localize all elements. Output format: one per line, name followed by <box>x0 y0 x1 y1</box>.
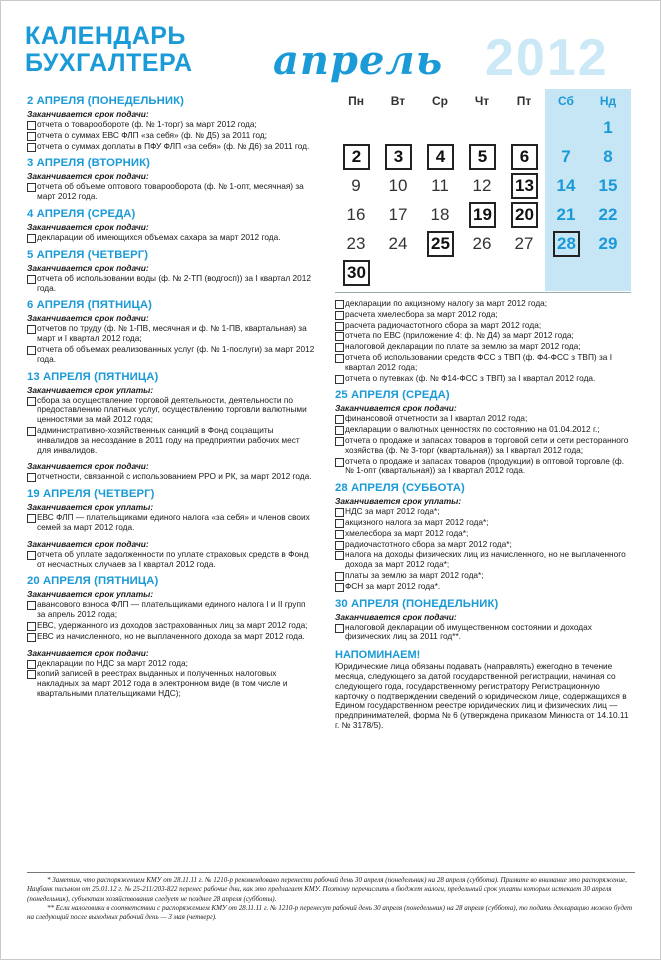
group-gap <box>27 642 315 647</box>
deadline-item: отчета об уплате задолженности по уплате страховых средств в Фонд от несчастных случаев за I квартал 2012 года. <box>27 550 315 570</box>
deadline-section-label: Заканчивается срок подачи: <box>27 109 149 119</box>
deadline-item: налоговой декларации об имущественном состоянии и доходах физических лиц за 2011 год**. <box>335 623 631 643</box>
title-line-2: БУХГАЛТЕРА <box>25 49 193 77</box>
deadline-item: платы за землю за март 2012 года*; <box>335 571 631 581</box>
deadline-section-label: Заканчивается срок уплаты: <box>27 502 154 513</box>
calendar-day: 12 <box>472 176 492 195</box>
calendar-day: 24 <box>388 234 408 253</box>
deadline-date: 13 АПРЕЛЯ (ПЯТНИЦА) <box>27 370 159 383</box>
calendar-day: 17 <box>388 205 408 224</box>
calendar-day: 2 <box>343 144 370 170</box>
calendar-day: 18 <box>430 205 450 224</box>
deadline-section-label: Заканчивается срок уплаты: <box>27 589 154 600</box>
deadline-item: налога на доходы физических лиц из начисленного, но не выплаченного дохода за март 2012 года*; <box>335 550 631 570</box>
deadline-section-label: Заканчивается срок подачи: <box>27 262 149 273</box>
weekday-header: Вт <box>390 94 406 108</box>
deadline-section-label: Заканчивается срок подачи: <box>27 171 149 182</box>
left-column <box>27 95 315 699</box>
calendar-day: 20 <box>511 202 538 228</box>
calendar-day: 27 <box>514 234 534 253</box>
deadline-section-label: Заканчивается срок уплаты: <box>27 384 154 395</box>
month-calendar-grid <box>335 89 631 291</box>
calendar-day: 19 <box>469 202 496 228</box>
calendar-day: 1 <box>603 118 613 137</box>
calendar-day: 26 <box>472 234 492 253</box>
deadline-item: отчета о продаже и запасах товаров в торговой сети и сети ресторанного хозяйства (ф. № 3-торг (квартальная)) за I квартал 2012 года; <box>335 436 631 456</box>
calendar-day: 10 <box>388 176 408 195</box>
deadline-item: отчетности, связанной с использованием РРО и РК, за март 2012 года. <box>27 472 315 482</box>
calendar-day: 6 <box>511 144 538 170</box>
deadline-item: отчетов по труду (ф. № 1-ПВ, месячная и ф. № 1-ПВ, квартальная) за март и I квартал 2012 года; <box>27 324 315 344</box>
deadline-date: 5 АПРЕЛЯ (ЧЕТВЕРГ) <box>27 248 149 261</box>
deadline-section-label: Заканчивается срок подачи: <box>335 611 457 622</box>
deadline-section-label: Заканчивается срок подачи: <box>27 313 149 324</box>
calendar-day: 5 <box>469 144 496 170</box>
deadline-item: декларации по НДС за март 2012 года; <box>27 659 315 669</box>
group-gap <box>27 533 315 538</box>
deadline-item: расчета хмелесбора за март 2012 года; <box>335 310 631 320</box>
deadline-item: радиочастотного сбора за март 2012 года*; <box>335 540 631 550</box>
deadline-item: ЕВС ФЛП — плательщиками единого налога «за себя» и членов своих семей за март 2012 года. <box>27 513 315 533</box>
calendar-divider <box>335 292 631 293</box>
reminder-text: Юридические лица обязаны подавать (направлять) ежегодно в течение месяца, следующего за датой государственной регистрации, начиная со следующего года, государственному регистратору Регистрационную карточку о подтверждении сведений о юридическом лице, содержащихся в Едином государственном реестре юридических лиц и физических лиц — предпринимателей, форма № 6 (утверждена приказом Минюста от 14.10.11 г. № 3178/5). <box>335 661 629 730</box>
deadline-date: 25 АПРЕЛЯ (СРЕДА) <box>335 389 450 402</box>
calendar-day: 13 <box>511 173 538 199</box>
deadline-item: отчета по ЕВС (приложение 4: ф. № Д4) за март 2012 года; <box>335 331 631 341</box>
calendar-day: 3 <box>385 144 412 170</box>
calendar-day: 23 <box>346 234 366 253</box>
deadline-item: НДС за март 2012 года*; <box>335 507 631 517</box>
deadline-section-label: Заканчивается срок подачи: <box>27 538 149 549</box>
deadline-item: административно-хозяйственных санкций в Фонд соцзащиты инвалидов за несоздание в 2011 году на предприятии рабочих мест для инвалидов. <box>27 426 315 455</box>
deadline-item: отчета об объемах реализованных услуг (ф. № 1-послуги) за март 2012 года. <box>27 345 315 365</box>
weekday-header: Сб <box>558 94 574 108</box>
footnotes <box>27 872 635 922</box>
deadline-item: ЕВС из начисленного, но не выплаченного дохода за март 2012 года. <box>27 632 315 642</box>
year-title: 2012 <box>485 29 609 87</box>
deadline-item: ЕВС, удержанного из доходов застрахованных лиц за март 2012 года; <box>27 621 315 631</box>
weekday-header: Пт <box>516 94 532 108</box>
deadline-item: отчета о продаже и запасах товаров (продукции) в оптовой торговле (ф. № 1-опт (квартальная)) за I квартал 2012 года. <box>335 457 631 477</box>
deadline-date: 28 АПРЕЛЯ (СУББОТА) <box>335 482 465 495</box>
deadline-item: отчета об использовании воды (ф. № 2-ТП (водгосп)) за I квартал 2012 года. <box>27 274 315 294</box>
calendar-day: 25 <box>427 231 454 257</box>
deadline-item: отчета о путевках (ф. № Ф14-ФСС з ТВП) за I квартал 2012 года. <box>335 374 631 384</box>
calendar-day: 9 <box>351 176 361 195</box>
weekday-header: Нд <box>599 94 617 108</box>
deadline-item: финансовой отчетности за I квартал 2012 года; <box>335 414 631 424</box>
deadline-section-label: Заканчивается срок подачи: <box>27 647 149 658</box>
deadline-date: 30 АПРЕЛЯ (ПОНЕДЕЛЬНИК) <box>335 597 499 610</box>
calendar-day: 11 <box>431 176 449 195</box>
calendar-day: 21 <box>556 205 576 224</box>
deadline-item: декларации о валютных ценностях по состоянию на 01.04.2012 г.; <box>335 425 631 435</box>
deadline-item: копий записей в реестрах выданных и полученных налоговых накладных за март 2012 года в электронном виде (в том числе и квартальными плательщиками НДС); <box>27 669 315 698</box>
deadline-section-label: Заканчивается срок подачи: <box>27 461 149 472</box>
weekday-header: Ср <box>432 94 448 108</box>
continuation-list <box>335 299 631 383</box>
deadline-date: 3 АПРЕЛЯ (ВТОРНИК) <box>27 157 150 170</box>
deadline-section-label: Заканчивается срок подачи: <box>27 221 149 232</box>
group-gap <box>27 455 315 460</box>
deadline-date: 4 АПРЕЛЯ (СРЕДА) <box>27 207 136 220</box>
page-title <box>25 23 193 77</box>
deadline-item: хмелесбора за март 2012 года*; <box>335 529 631 539</box>
deadline-item: ФСН за март 2012 года*. <box>335 582 631 592</box>
deadline-item: акцизного налога за март 2012 года*; <box>335 518 631 528</box>
deadline-date: 2 АПРЕЛЯ (ПОНЕДЕЛЬНИК) <box>27 95 184 107</box>
deadline-section-label: Заканчивается срок подачи: <box>335 403 457 414</box>
calendar-day: 15 <box>598 176 618 195</box>
calendar-day: 8 <box>603 147 613 166</box>
month-title: апрель <box>273 37 444 84</box>
calendar-day: 28 <box>553 231 580 257</box>
right-deadline-blocks <box>335 389 631 642</box>
calendar-day: 7 <box>561 147 571 166</box>
deadline-item: расчета радиочастотного сбора за март 2012 года; <box>335 321 631 331</box>
calendar-day: 22 <box>598 205 618 224</box>
deadline-date: 20 АПРЕЛЯ (ПЯТНИЦА) <box>27 575 159 588</box>
calendar-day: 4 <box>427 144 454 170</box>
deadline-item: декларации по акцизному налогу за март 2012 года; <box>335 299 631 309</box>
deadline-date: 19 АПРЕЛЯ (ЧЕТВЕРГ) <box>27 488 155 501</box>
deadline-section-label: Заканчивается срок уплаты: <box>335 496 462 507</box>
deadline-item: налоговой декларации по плате за землю за март 2012 года; <box>335 342 631 352</box>
deadline-item: отчета об объеме оптового товарооборота (ф. № 1-опт, месячная) за март 2012 года. <box>27 182 315 202</box>
calendar-day: 14 <box>556 176 576 195</box>
deadline-date: 6 АПРЕЛЯ (ПЯТНИЦА) <box>27 299 152 312</box>
deadline-item: отчета о суммах ЕВС ФЛП «за себя» (ф. № Д5) за 2011 год; <box>27 131 315 141</box>
calendar-day: 16 <box>346 205 366 224</box>
right-column <box>335 298 631 731</box>
weekday-header: Пн <box>348 94 364 108</box>
deadline-item: отчета о суммах доплаты в ПФУ ФЛП «за себя» (ф. № Д6) за 2011 год. <box>27 142 315 152</box>
weekday-header: Чт <box>474 94 490 108</box>
deadline-item: отчета об использовании средств ФСС з ТВП (ф. Ф4-ФСС з ТВП) за I квартал 2012 года; <box>335 353 631 373</box>
deadline-item: авансового взноса ФЛП — плательщиками единого налога I и II групп за апрель 2012 года; <box>27 600 315 620</box>
footnote-1: * Заметим, что распоряжением КМУ от 28.11.11 г. № 1210-р рекомендовано перенести рабочий день 30 апреля (понедельник) на 28 апреля (суббота). Примите во внимание это распоряжение, Нацбанк письмом от 25.01.12 г. № 25-211/203-822 перенес рабочие дни, как это предлагает КМУ. Поэтому перечислить в бюджет налоги, предельный срок уплаты которых истекает 30 апреля (понедельник), субъектам хозяйствования следует не позднее 28 апреля (субботы). <box>27 876 627 903</box>
deadline-item: сбора за осуществление торговой деятельности, деятельности по предоставлению платных услуг, осуществлению торговли валютными ценностями за май 2012 года; <box>27 396 315 425</box>
footnote-2: ** Если налоговики в соответствии с распоряжением КМУ от 28.11.11 г. № 1210-р перенесут рабочий день 30 апреля (понедельник) на 28 апреля (суббота), то подать декларацию можно будет на следующий после выходных рабочий день — 3 мая (четверг). <box>27 903 633 922</box>
title-line-1: КАЛЕНДАРЬ <box>25 22 186 50</box>
calendar-day: 30 <box>343 260 370 286</box>
deadline-item: декларации об имеющихся объемах сахара за март 2012 года. <box>27 233 315 243</box>
calendar-day: 29 <box>598 234 618 253</box>
reminder-title: НАПОМИНАЕМ! <box>335 649 421 662</box>
deadline-item: отчета о товарообороте (ф. № 1-торг) за март 2012 года; <box>27 120 315 130</box>
